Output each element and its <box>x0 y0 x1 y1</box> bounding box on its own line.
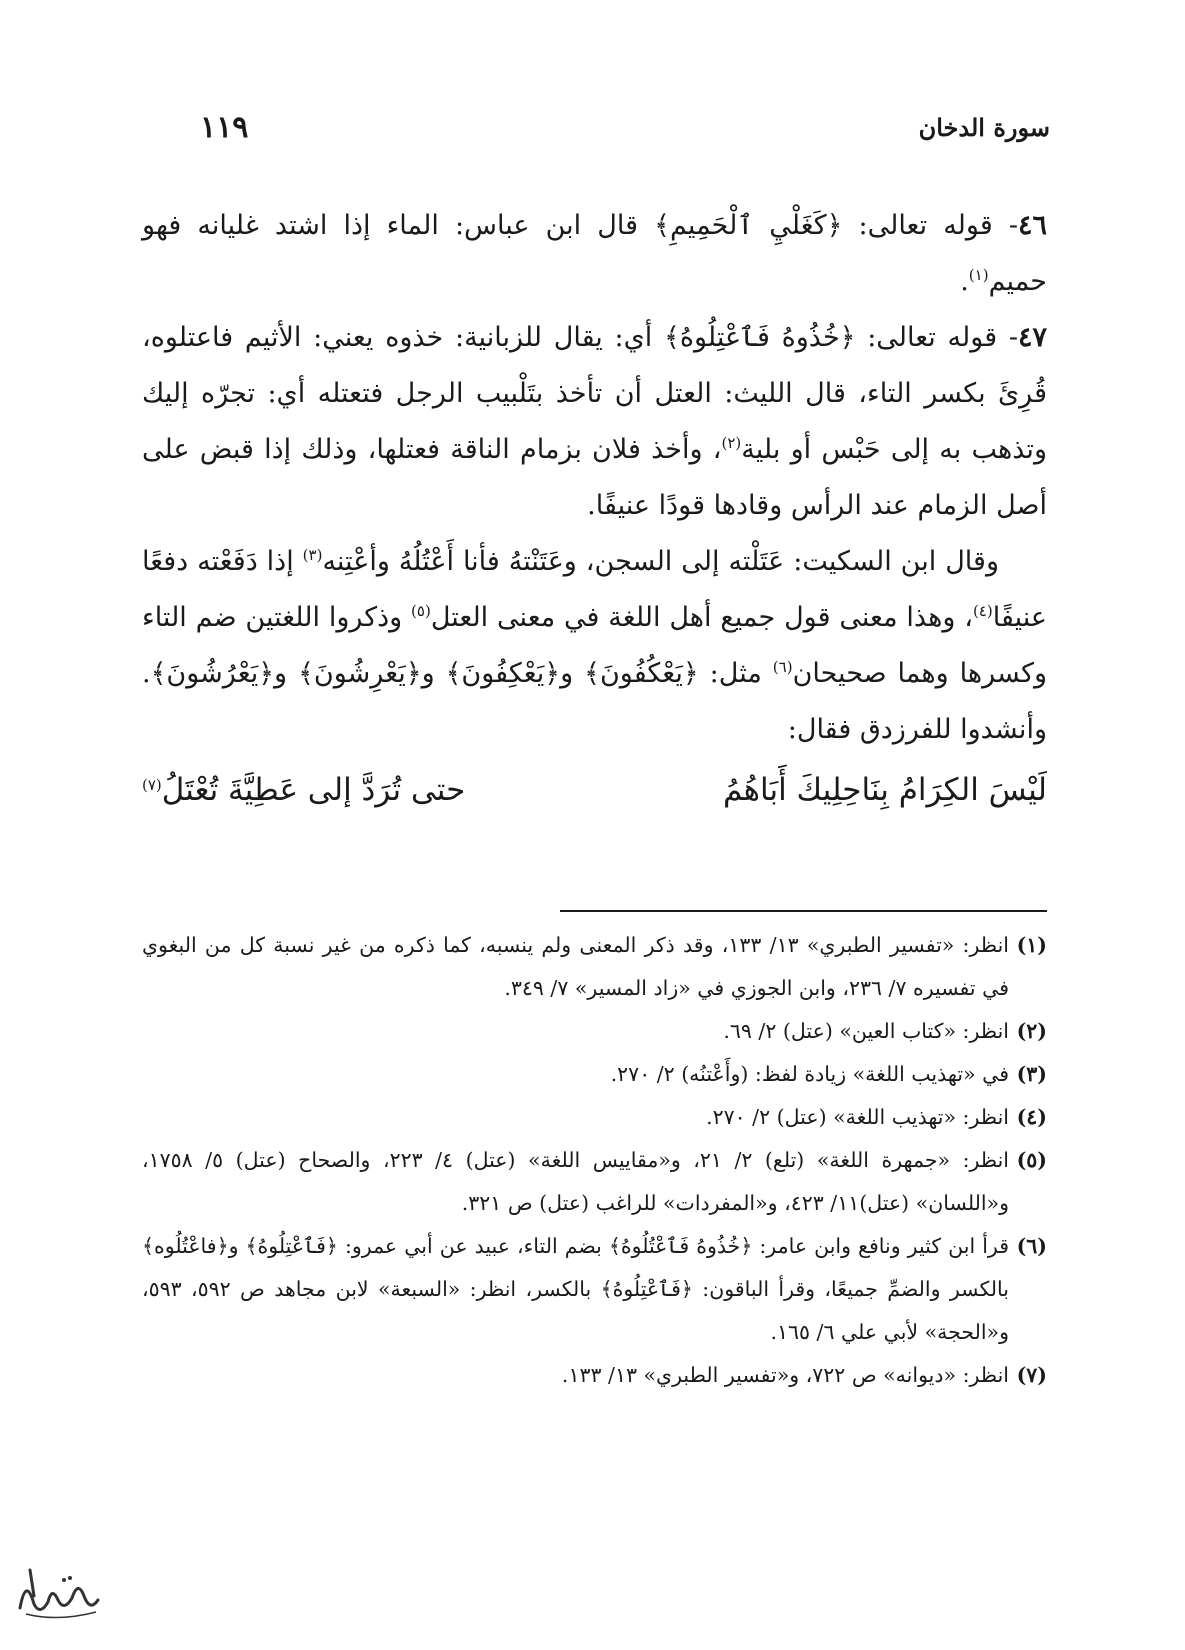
footnote <box>142 1096 1047 1139</box>
footnote <box>142 1053 1047 1096</box>
footnote-ref: (٧) <box>142 776 162 794</box>
footnote-ref: (٥) <box>411 602 431 620</box>
footnote-number: (٢) <box>1016 1019 1047 1043</box>
footnote <box>142 924 1047 1010</box>
page-number: ١١٩ <box>200 110 249 145</box>
footnote-text: انظر: «جمهرة اللغة» (تلع) ٢/ ٢١، و«مقاييس اللغة» (عتل) ٤/ ٢٢٣، والصحاح (عتل) ٥/ ١٧٥٨، و«اللسان» (عتل)١١/ ٤٢٣، و«المفردات» للراغب (عتل) ص ٣٢١. <box>142 1148 1010 1215</box>
footnote <box>142 1010 1047 1053</box>
paragraph-text: ، وأخذ فلان بزمام الناقة فعتلها، وذلك إذا قبض على أصل الزمام عند الرأس وقادها قودًا عنيفًا. <box>142 434 1047 521</box>
paragraph-text: - قوله تعالى: ﴿خُذُوهُ فَٱعْتِلُوهُ﴾ أي: يقال للزبانية: خذوه يعني: الأثيم فاعتلوه، قُرِئَ بكسر التاء، قال الليث: العتل أن تأخذ بتَلْبيب الرجل فتعتله أي: تجرّه إليك وتذهب به إلى حَبْس أو بلية <box>142 322 1047 465</box>
paragraph-ibn-sikkit <box>142 534 1047 758</box>
footnote-number: (٣) <box>1016 1062 1047 1086</box>
footnote-number: (٦) <box>1016 1234 1047 1258</box>
footnote-number: (٧) <box>1016 1363 1047 1387</box>
footnote-number: (٥) <box>1016 1148 1047 1172</box>
footnote-number: (٤) <box>1016 1105 1047 1129</box>
footnote-ref: (٢) <box>721 434 742 452</box>
main-text <box>142 198 1047 818</box>
paragraph-47 <box>142 310 1047 534</box>
footnote <box>142 1354 1047 1397</box>
poem-text: حتى تُرَدَّ إلى عَطِيَّةَ تُعْتَلُ <box>161 772 466 808</box>
paragraph-end: . <box>960 266 969 297</box>
paragraph-text: ، وهذا معنى قول جميع أهل اللغة في معنى العتل <box>430 602 973 633</box>
paragraph-text: - قوله تعالى: ﴿كَغَلْيِ ٱلْحَمِيمِ﴾ قال ابن عباس: الماء إذا اشتد غليانه فهو حميم <box>142 210 1047 297</box>
footnotes <box>142 924 1047 1397</box>
footnote-number: (١) <box>1016 933 1047 957</box>
paragraph-text: وقال ابن السكيت: عَتَلْته إلى السجن، وعَتَنْتهُ فأنا أَعْتُلُهُ وأعْتِنه <box>322 546 999 577</box>
footnote <box>142 1139 1047 1225</box>
footnote-text: قرأ ابن كثير ونافع وابن عامر: ﴿خُذُوهُ فَٱعْتُلُوهُ﴾ بضم التاء، عبيد عن أبي عمرو: ﴿فَٱعْتِلُوهُ﴾ و﴿فاعْتُلُوه﴾ بالكسر والضمِّ جميعًا، وقرأ الباقون: ﴿فَٱعْتِلُوهُ﴾ بالكسر، انظر: «السبعة» لابن مجاهد ص ٥٩٢، ٥٩٣، و«الحجة» لأبي علي ٦/ ١٦٥. <box>142 1234 1009 1344</box>
footnote-separator <box>560 910 1047 912</box>
footnote-ref: (٦) <box>772 658 793 676</box>
footnote-text: انظر: «كتاب العين» (عتل) ٢/ ٦٩. <box>723 1019 1009 1043</box>
paragraph-text: إذا دَفَعْته دفعًا عنيفًا <box>142 546 1048 633</box>
footnote-text: انظر: «تهذيب اللغة» (عتل) ٢/ ٢٧٠. <box>706 1105 1009 1129</box>
footnote-text: في «تهذيب اللغة» زيادة لفظ: (وأَعْتنُه) ٢/ ٢٧٠. <box>610 1062 1009 1086</box>
footnote <box>142 1225 1047 1354</box>
verse-number: ٤٦ <box>1017 210 1047 241</box>
paragraph-46 <box>142 198 1047 310</box>
publisher-logo <box>12 1556 104 1626</box>
verse-number: ٤٧ <box>1017 322 1047 353</box>
poem-verse <box>142 762 1047 818</box>
paragraph-text: وذكروا اللغتين ضم التاء وكسرها وهما صحيحان <box>142 602 1047 689</box>
running-header-surah: سورة الدخان <box>918 113 1050 142</box>
footnote-ref: (٤) <box>972 602 993 620</box>
footnote-text: انظر: «ديوانه» ص ٧٢٢، و«تفسير الطبري» ١٣/ ١٣٣. <box>561 1363 1009 1387</box>
poem-hemistich-second <box>142 762 465 818</box>
paragraph-text: مثل: ﴿يَعْكُفُونَ﴾ و﴿يَعْكِفُونَ﴾ و﴿يَعْرِشُونَ﴾ و﴿يَعْرُشُونَ﴾. وأنشدوا للفرزدق فقال: <box>142 658 1047 745</box>
footnote-text: انظر: «تفسير الطبري» ١٣/ ١٣٣، وقد ذكر المعنى ولم ينسبه، كما ذكره من غير نسبة كل من البغوي في تفسيره ٧/ ٢٣٦، وابن الجوزي في «زاد المسير» ٧/ ٣٤٩. <box>142 933 1009 1000</box>
footnote-ref: (٣) <box>302 546 323 564</box>
footnote-ref: (١) <box>968 266 989 284</box>
poem-hemistich-first: لَيْسَ الكِرَامُ بِنَاحِلِيكَ أَبَاهُمُ <box>723 772 1047 808</box>
